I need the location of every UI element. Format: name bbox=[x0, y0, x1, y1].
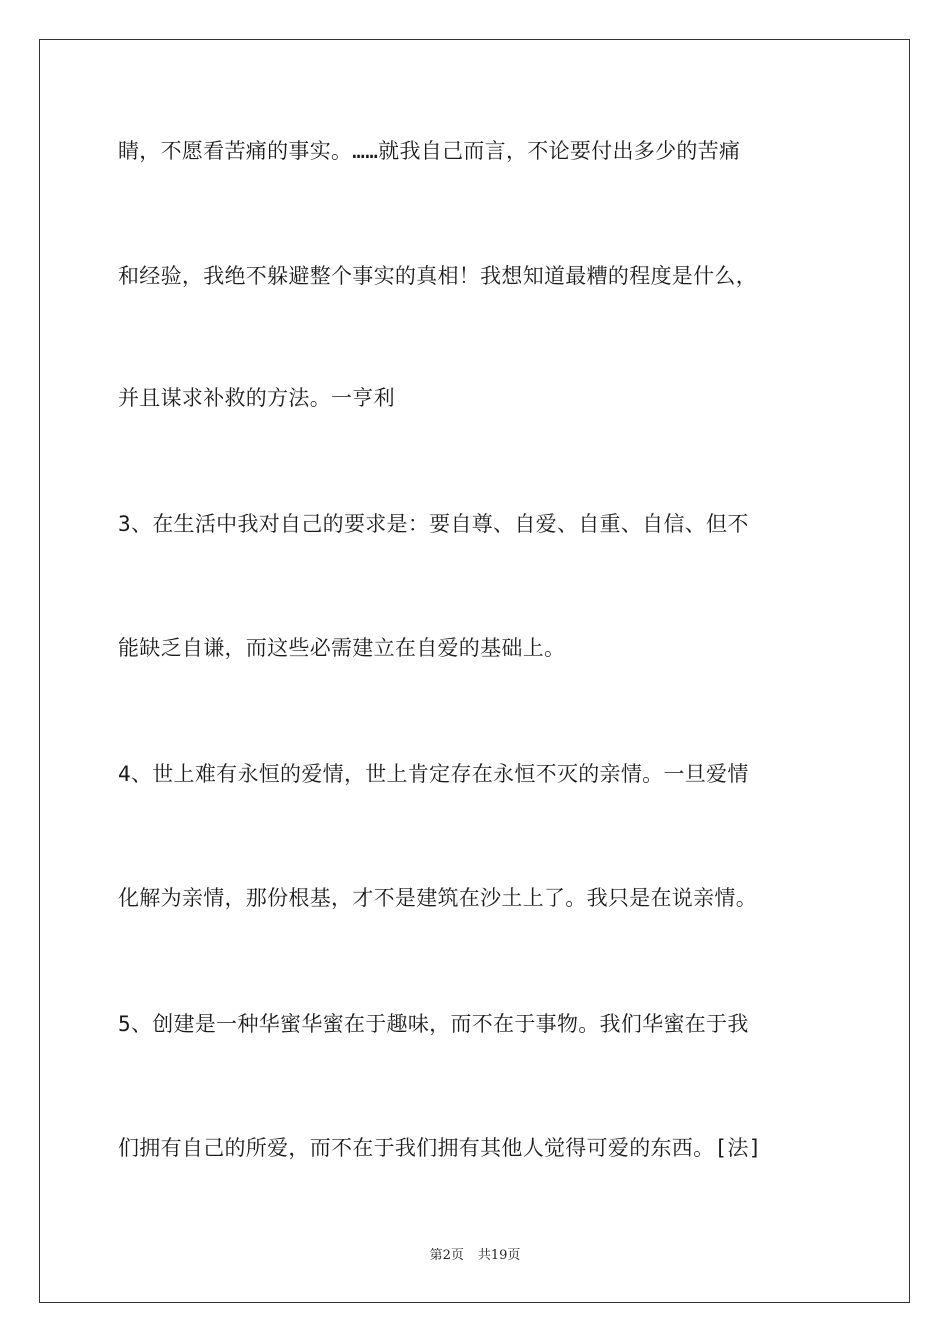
text-line-4: 3、在生活中我对自己的要求是：要自尊、自爱、自重、自信、但不 bbox=[118, 512, 749, 536]
text-line-6: 4、世上难有永恒的爱情，世上肯定存在永恒不灭的亲情。一旦爱情 bbox=[118, 762, 749, 786]
text-line-1: 睛，不愿看苦痛的事实。……就我自己而言，不论要付出多少的苦痛 bbox=[118, 139, 741, 163]
text-line-2: 和经验，我绝不躲避整个事实的真相！我想知道最糟的程度是什么， bbox=[118, 264, 757, 288]
text-line-8: 5、创建是一种华蜜华蜜在于趣味，而不在于事物。我们华蜜在于我 bbox=[118, 1012, 749, 1036]
page-frame bbox=[39, 39, 910, 1303]
text-line-3: 并且谋求补救的方法。一亨利 bbox=[118, 386, 395, 410]
page-footer bbox=[0, 1247, 950, 1265]
text-line-5: 能缺乏自谦，而这些必需建立在自爱的基础上。 bbox=[118, 636, 566, 660]
page-total: 共19页 bbox=[477, 1248, 521, 1263]
text-line-9: 们拥有自己的所爱，而不在于我们拥有其他人觉得可爱的东西。[法] bbox=[118, 1136, 762, 1160]
page-number: 第2页 bbox=[429, 1248, 464, 1263]
text-line-7: 化解为亲情，那份根基，才不是建筑在沙土上了。我只是在说亲情。 bbox=[118, 886, 757, 910]
